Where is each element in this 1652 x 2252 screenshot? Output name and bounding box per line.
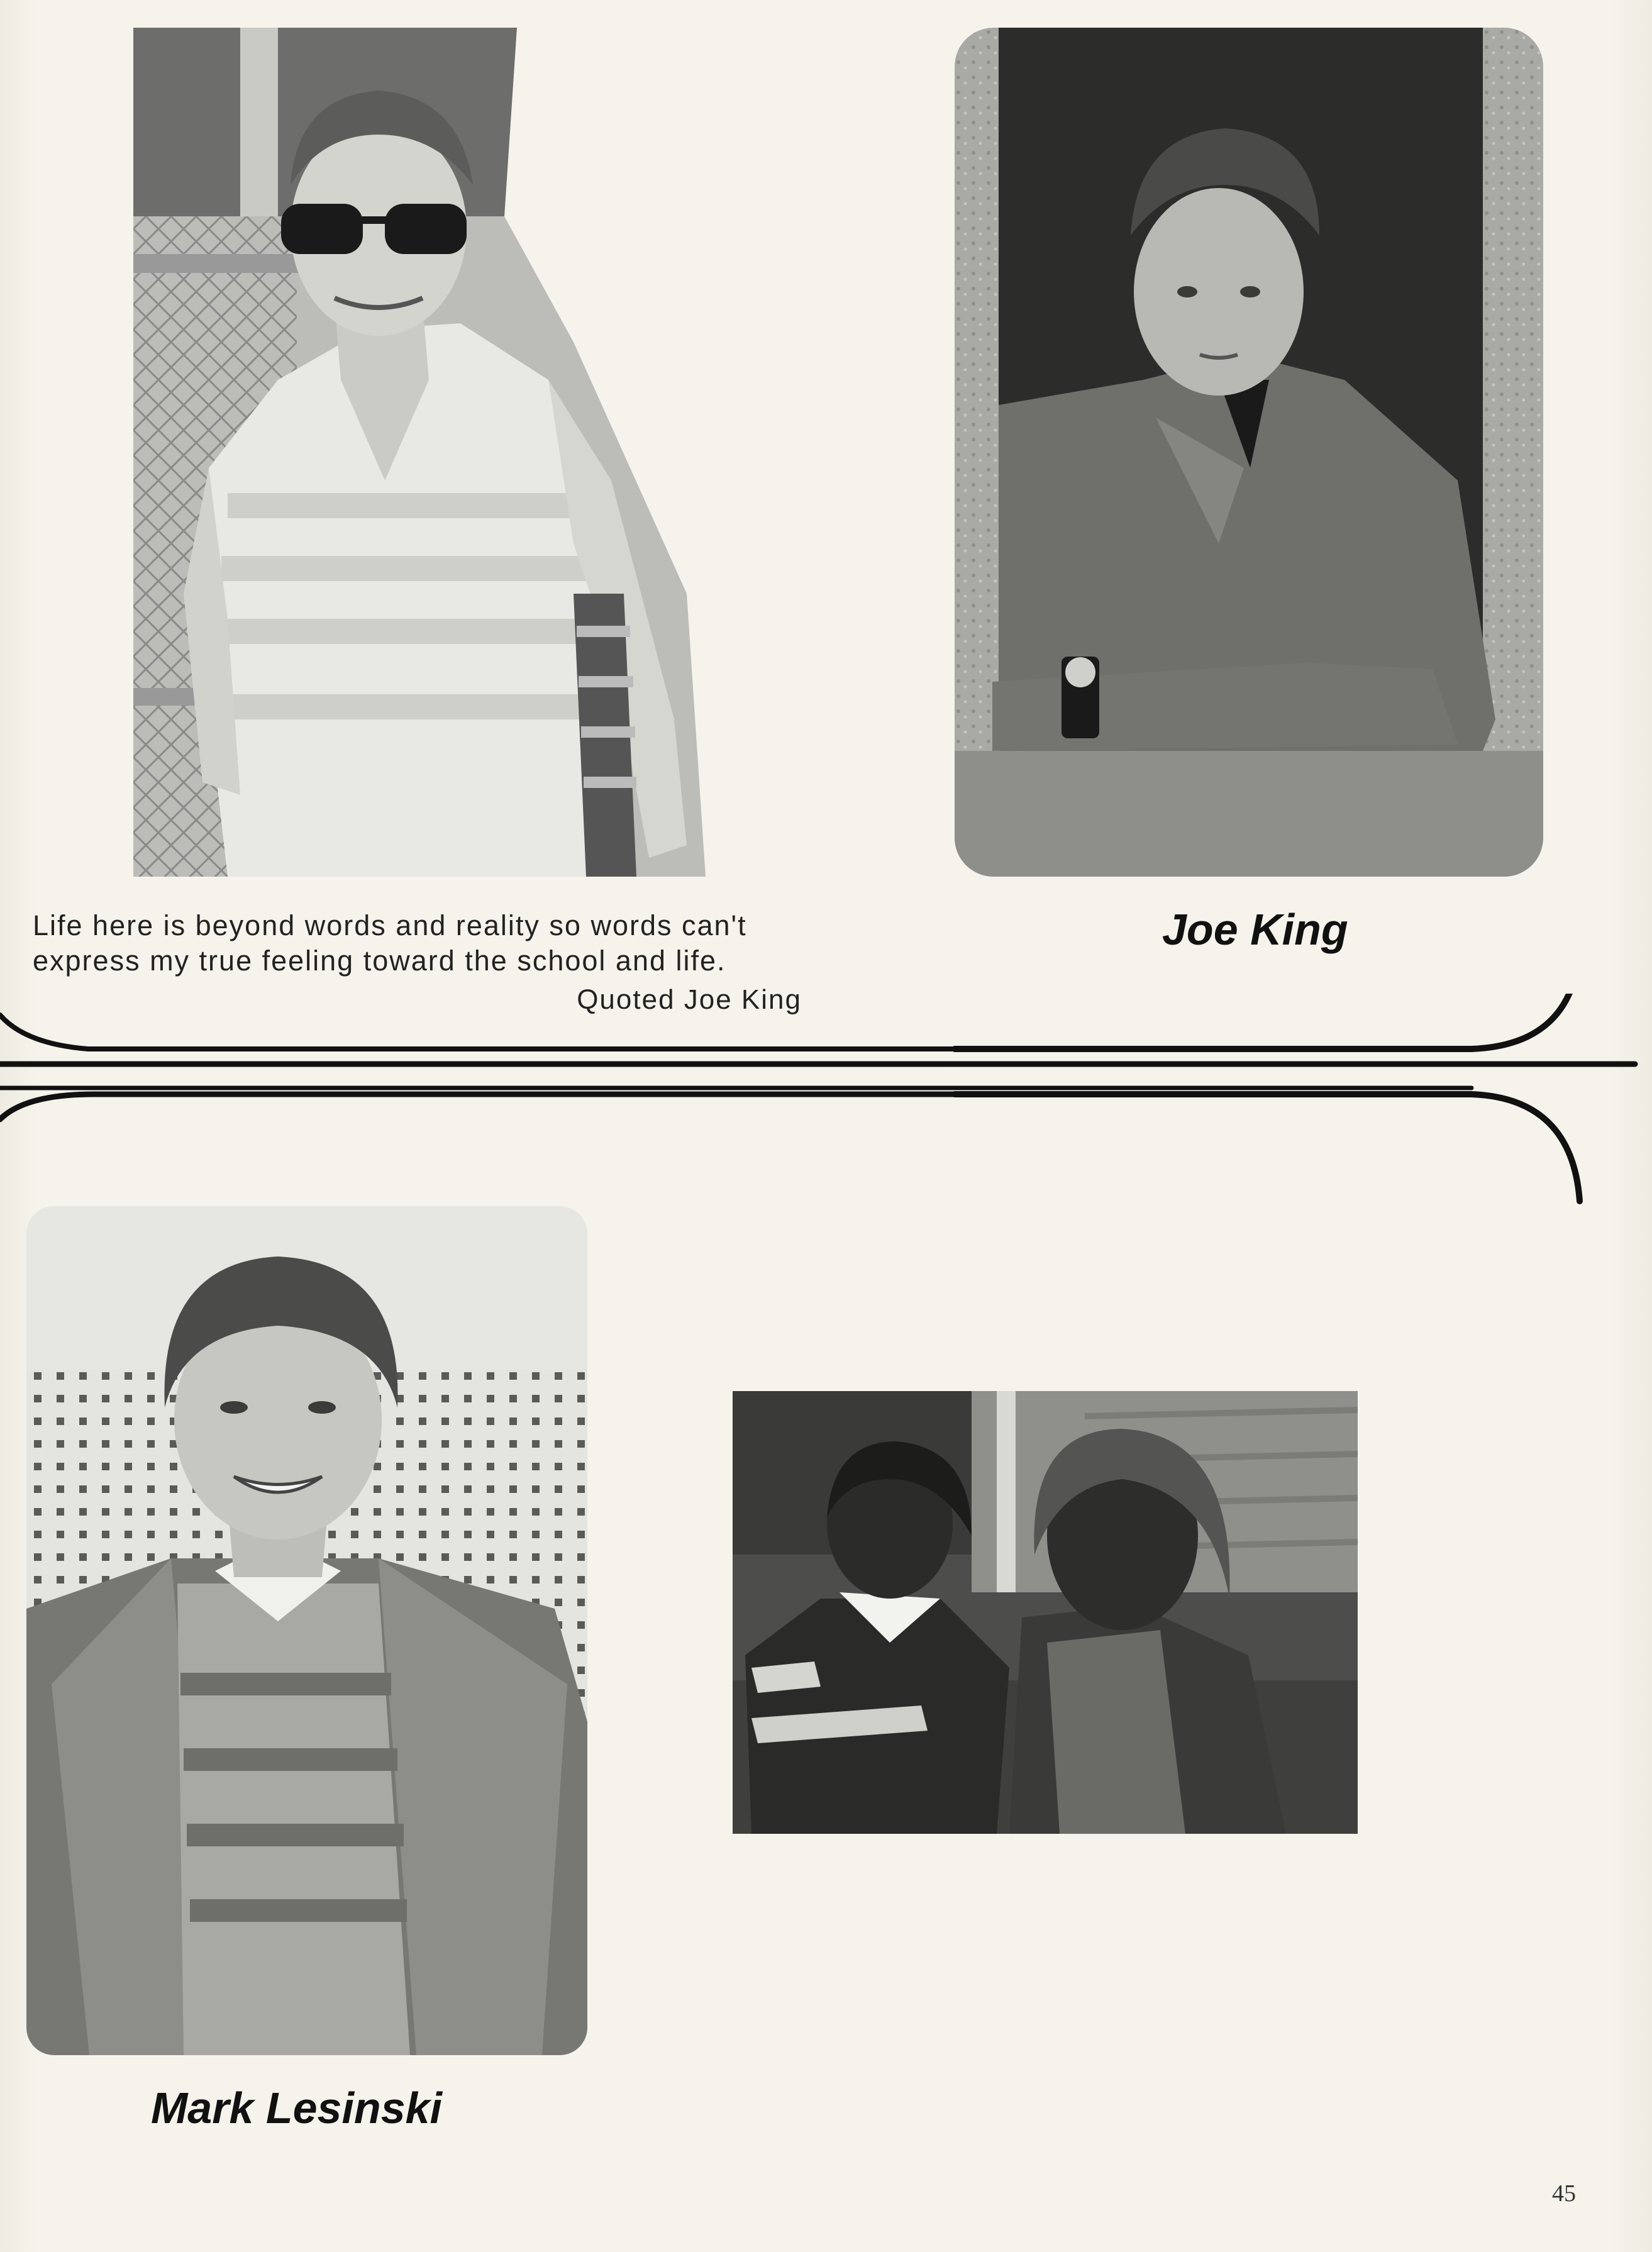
mark-lesinski-portrait — [26, 1206, 587, 2055]
name-caption-mark-lesinski: Mark Lesinski — [151, 2083, 442, 2133]
student-quote — [33, 908, 806, 979]
two-students-candid-photo — [733, 1391, 1358, 1834]
page-number: 45 — [1552, 2180, 1576, 2207]
decorative-rule-divider — [0, 994, 1652, 1233]
name-caption-joe-king: Joe King — [1162, 905, 1348, 954]
quote-line-2: express my true feeling toward the school and life. — [33, 945, 726, 977]
joe-king-portrait — [955, 28, 1543, 877]
quote-line-1: Life here is beyond words and reality so words can't — [33, 909, 747, 941]
student-in-sunglasses-photo — [133, 28, 706, 877]
quote-attribution: Quoted Joe King — [577, 984, 802, 1015]
